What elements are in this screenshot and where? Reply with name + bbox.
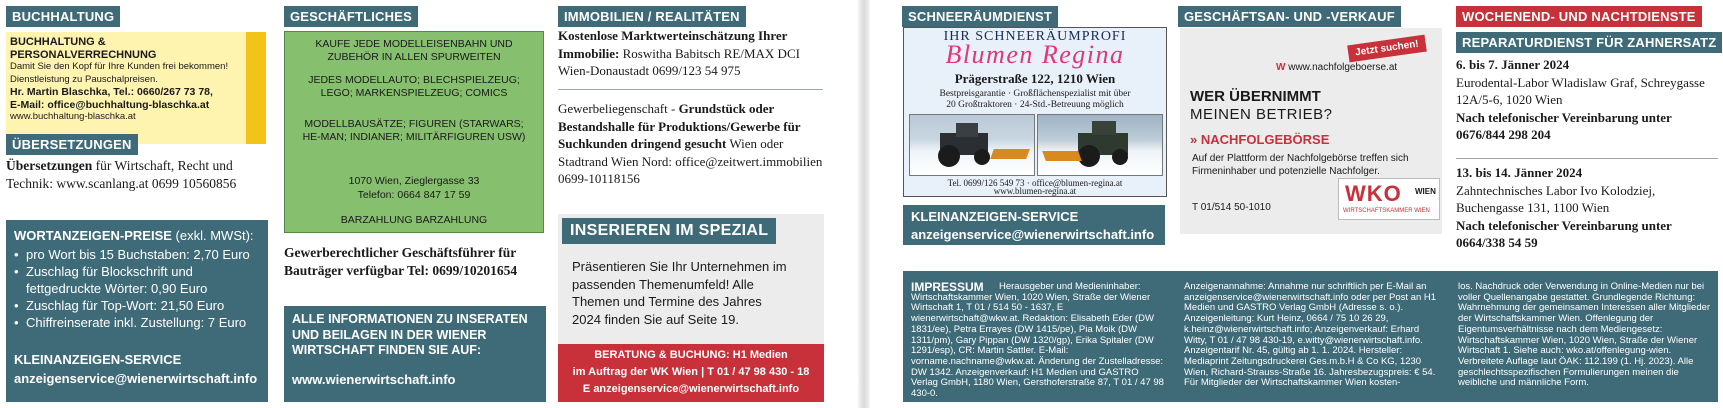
immobilien-ad-2-bold: Grundstück oder Bestandshalle für Produktions/Gewerbe für Suchkunden dringend gesucht xyxy=(558,101,801,151)
notdienst-entry-1-phone: Nach telefonischer Vereinbarung unter 0676/844 298 204 xyxy=(1456,109,1672,142)
immobilien-ad-1 xyxy=(558,27,826,80)
notdienst-entry-1-text: Eurodental-Labor Wladislaw Graf, Schreygasse 12A/5-6, 1020 Wien xyxy=(1456,74,1705,107)
notdienst-entry-2-phone: Nach telefonischer Vereinbarung unter 0664/338 54 59 xyxy=(1456,217,1672,250)
beratung-box[interactable] xyxy=(558,344,824,402)
immobilien-ad-1-text: Roswitha Babitsch RE/MAX DCI Wien-Donaustadt 0699/123 54 975 xyxy=(558,45,800,78)
buchhaltung-header: BUCHHALTUNG xyxy=(6,6,120,27)
buchhaltung-line2: Dienstleistung zu Pauschalpreisen. xyxy=(10,73,158,85)
notdienst-entry-2 xyxy=(1456,164,1718,252)
impressum-col-1: Herausgeber und Medieninhaber: Wirtschaftskammer Wien, 1020 Wien, Straße der Wiener Wirtschaft 1, T 01 / 514 50 - 1637, E wienerwirtschaft@wkw.at. Redaktion: Elisabeth Eder (DW 1831/ee), Petra Errayes (DW 1415/pe), Pia Moik (DW 1311/pm), Gary Pippan (DW 1320/gp), Erika Spitaler (DW 1291/esp), CR: Martin Sattler. E-Mail: vorname.nachname@wkw.at. Änderung der Zustelladresse: DW 1342. Anzeigenverkauf: H1 Medien und GASTRO Verlag GmbH, 1180 Wien, Gersthoferstraße 87, T 01 / 47 98 430-0. xyxy=(911,281,1164,400)
inserate-info-url[interactable]: www.wienerwirtschaft.info xyxy=(292,372,456,387)
buchhaltung-email: E-Mail: office@buchhaltung-blaschka.at xyxy=(10,98,210,111)
immobilien-header: IMMOBILIEN / REALITÄTEN xyxy=(558,6,746,27)
spezial-title: INSERIEREN IM SPEZIAL xyxy=(562,218,776,244)
schnee-contact: Tel. 0699/126 549 73 · office@blumen-regina.at xyxy=(947,178,1123,188)
buchhaltung-contact: Hr. Martin Blaschka, Tel.: 0660/267 73 78, xyxy=(10,86,213,98)
preise-service-title: KLEINANZEIGEN-SERVICE xyxy=(14,352,182,367)
wko-logo-text: WKO xyxy=(1345,181,1402,206)
preise-service-email[interactable]: anzeigenservice@wienerwirtschaft.info xyxy=(14,371,258,386)
nachfolge-q1: WER ÜBERNIMMT xyxy=(1190,88,1321,105)
uebersetzungen-bold: Übersetzungen xyxy=(6,158,93,173)
impressum-col-2: Anzeigenannahme: Annahme nur schriftlich per E-Mail an anzeigenservice@wienerwirtschaft.info oder per Post an H1 Medien und GASTRO Verlag GmbH (Adresse s. o.). Anzeigenleitung: Kurt Heinz, 0664 / 75 10 26 29, k.heinz@wienerwirtschaft.info; Anzeigenverkauf: Erhard Witty, T 01 / 47 98 430-19, e.witty@wienerwirtschaft.info. Anzeigentarif Nr. 45, gültig ab 1. 1. 2024. Hersteller: Mediaprint Zeitungsdruckerei Ges.m.b.H & Co KG, 1230 Wien, Richard-Strauss-Straße 16. Jahresbezugspreis: € 54. Für Mitglieder der Wirtschaftskammer Wien kosten- xyxy=(1184,281,1437,389)
kleinanzeigen-service-title: KLEINANZEIGEN-SERVICE xyxy=(911,209,1079,224)
uebersetzungen-text: für Wirtschaft, Recht und Technik: www.scanlang.at 0699 10560856 xyxy=(6,158,237,191)
nachfolge-q2: MEINEN BETRIEB? xyxy=(1190,106,1333,123)
modellbahn-line: MODELLBAUSÄTZE; FIGUREN (STARWARS; HE-MAN; INDIANER; MILITÄRFIGUREN USW) xyxy=(302,118,526,143)
notdienst-entry-1-date: 6. bis 7. Jänner 2024 xyxy=(1456,57,1570,72)
nachfolge-badge: Jetzt suchen! xyxy=(1347,35,1427,63)
wko-logo-city: WIEN xyxy=(1415,187,1436,196)
schnee-name: Blumen Regina xyxy=(945,40,1125,69)
notdienst-header: WOCHENEND- UND NACHTDIENSTE xyxy=(1456,6,1702,27)
schnee-address: Prägerstraße 122, 1210 Wien xyxy=(954,71,1116,86)
wko-logo-sub: WIRTSCHAFTSKAMMER WIEN xyxy=(1343,208,1430,214)
geschaeftsfuehrer-ad: Gewerberechtlicher Geschäftsführer für Bauträger verfügbar Tel: 0699/10201654 xyxy=(284,245,518,278)
immobilien-ad-1-bold: Kostenlose Marktwerteinschätzung Ihrer Immobilie: xyxy=(558,28,788,61)
wko-logo xyxy=(1338,178,1440,220)
notdienst-divider xyxy=(1456,158,1718,159)
nachfolge-desc: Auf der Plattform der Nachfolgebörse treffen sich Firmeninhaber und potenzielle Nachfolger. xyxy=(1192,153,1409,177)
nachfolge-url-text[interactable]: www.nachfolgeboerse.at xyxy=(1288,62,1398,73)
spezial-box xyxy=(558,214,824,344)
beratung-line2: im Auftrag der WK Wien | T 01 / 47 98 430 - 18 xyxy=(572,366,810,378)
kleinanzeigen-service-box xyxy=(903,205,1165,245)
preise-panel xyxy=(6,220,268,402)
schnee-sub2: 20 Großtraktoren · 24-Std.-Betreuung möglich xyxy=(946,100,1124,110)
beratung-line3: E anzeigenservice@wienerwirtschaft.info xyxy=(582,383,800,395)
beratung-line1: BERATUNG & BUCHUNG: H1 Medien xyxy=(594,349,788,361)
verkauf-header: GESCHÄFTSAN- UND -VERKAUF xyxy=(1178,6,1401,27)
buchhaltung-web[interactable]: www.buchhaltung-blaschka.at xyxy=(10,111,136,122)
nachfolge-url: W www.nachfolgeboerse.at xyxy=(1276,62,1398,73)
schnee-web[interactable]: www.blumen-regina.at xyxy=(993,186,1077,196)
nachfolge-brand: » NACHFOLGEBÖRSE xyxy=(1190,132,1330,147)
immobilien-ad-2 xyxy=(558,100,826,188)
buchhaltung-line1: Damit Sie den Kopf für Ihre Kunden frei bekommen! xyxy=(10,61,229,72)
modellbahn-phone: Telefon: 0664 847 17 59 xyxy=(357,189,471,201)
schnee-ad[interactable] xyxy=(903,27,1167,197)
modellbahn-line: JEDES MODELLAUTO; BLECHSPIELZEUG; LEGO; MARKENSPIELZEUG; COMICS xyxy=(308,74,520,99)
modellbahn-barzahlung: BARZAHLUNG BARZAHLUNG xyxy=(340,214,488,226)
preise-item: • Zuschlag für Top-Wort: 21,50 Euro xyxy=(12,297,264,314)
page-fold xyxy=(858,0,870,408)
nachfolge-phone: T 01/514 50-1010 xyxy=(1192,202,1271,213)
modellbahn-line: KAUFE JEDE MODELLEISENBAHN UND ZUBEHÖR IN ALLEN SPURWEITEN xyxy=(315,38,513,63)
immobilien-ad-2-text2: Wien oder Stadtrand Wien Nord: office@zeitwert.immobilien 0699-10118156 xyxy=(558,136,823,186)
uebersetzungen-ad xyxy=(6,157,268,193)
schnee-header: SCHNEERÄUMDIENST xyxy=(902,6,1058,27)
tractor-photo xyxy=(909,114,1035,176)
notdienst-entry-2-text: Zahntechnisches Labor Ivo Kolodziej, Buchengasse 131, 1100 Wien xyxy=(1456,182,1656,215)
preise-title: WORTANZEIGEN-PREISE xyxy=(14,228,172,243)
buchhaltung-ad[interactable] xyxy=(6,32,266,144)
notdienst-entry-2-date: 13. bis 14. Jänner 2024 xyxy=(1456,165,1583,180)
preise-item: • Zuschlag für Blockschrift und fettgedruckte Wörter: 0,90 Euro xyxy=(12,263,264,297)
uebersetzungen-header: ÜBERSETZUNGEN xyxy=(6,134,138,155)
nachfolge-ad[interactable] xyxy=(1180,28,1442,234)
spezial-text: Präsentieren Sie Ihr Unternehmen im passenden Themenumfeld! Alle Themen und Termine des Jahres 2024 finden Sie auf Seite 19. xyxy=(572,259,787,327)
preise-list xyxy=(12,246,264,331)
immobilien-ad-2-text1: Gewerbeliegenschaft - xyxy=(558,101,679,116)
notdienst-entry-1 xyxy=(1456,56,1718,144)
preise-item: • Chiffreinserate inkl. Zustellung: 7 Euro xyxy=(12,314,264,331)
modellbahn-address: 1070 Wien, Zieglergasse 33 xyxy=(348,175,480,187)
inserate-info-panel xyxy=(284,306,546,402)
tractor-photo xyxy=(1037,114,1163,176)
preise-title-suffix: (exkl. MWSt): xyxy=(171,228,254,243)
immobilien-divider xyxy=(558,89,823,90)
preise-item: • pro Wort bis 15 Buchstaben: 2,70 Euro xyxy=(12,246,264,263)
notdienst-subheader: REPARATURDIENST FÜR ZAHNERSATZ xyxy=(1456,32,1722,53)
buchhaltung-title: BUCHHALTUNG & PERSONALVERRECHNUNG xyxy=(10,36,157,61)
inserate-info-title: ALLE INFORMATIONEN ZU INSERATEN UND BEILAGEN IN DER WIENER WIRTSCHAFT FINDEN SIE AUF: xyxy=(292,312,528,357)
schnee-top: IHR SCHNEERÄUMPROFI xyxy=(943,29,1127,44)
kleinanzeigen-service-email[interactable]: anzeigenservice@wienerwirtschaft.info xyxy=(911,227,1155,242)
modellbahn-ad[interactable] xyxy=(284,31,544,233)
schnee-sub1: Bestpreisgarantie · Großflächenspezialist mit über xyxy=(939,89,1131,99)
impressum-title: IMPRESSUM xyxy=(911,280,984,294)
geschaeftliches-header: GESCHÄFTLICHES xyxy=(284,6,418,27)
impressum-col-3: los. Nachdruck oder Verwendung in Online-Medien nur bei voller Quellenangabe gestattet. Grundlegende Richtung: Wahrnehmung der gemeinsamen Interessen aller Mitglieder der Wirtschaftskammer Wien. Offenlegung der Eigentumsverhältnisse nach dem Mediengesetz: Wirtschaftskammer Wien, 1020 Wien, Straße der Wiener Wirtschaft 1. Siehe auch: wko.at/offenlegung-wien. Verbreitete Auflage laut ÖAK: 112.199 (1. Hj. 2023). Alle geschlechtsspezifischen Formulierungen meinen die weibliche und männliche Form. xyxy=(1458,281,1711,389)
buchhaltung-ad-stripe xyxy=(246,32,266,144)
